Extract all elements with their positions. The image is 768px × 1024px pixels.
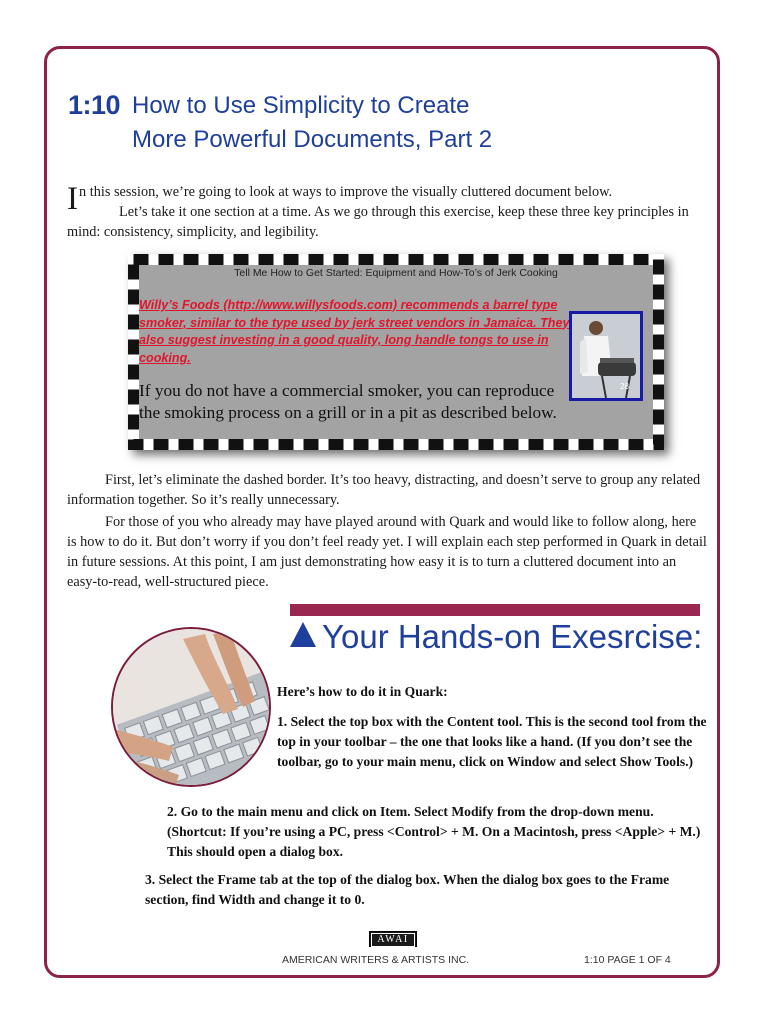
step-3: 3. Select the Frame tab at the top of the dialog box. When the dialog box goes to the Frame section, find Width and change it to 0. [145,872,670,907]
title-line-1: How to Use Simplicity to Create [132,92,470,119]
footer-company: AMERICAN WRITERS & ARTISTS INC. [282,954,470,966]
keyboard-hands-illustration [113,629,271,787]
body-text [67,470,707,594]
body-paragraph-1: First, let’s eliminate the dashed border. It’s too heavy, distracting, and doesn’t serve to group any related information together. So it’s really unnecessary. [67,472,701,508]
sample-black-text: If you do not have a commercial smoker, you can reproduce the smoking process on a grill or in a pit as described below. [139,381,557,422]
intro-paragraph-1: n this session, we’re going to look at ways to improve the visually cluttered document below. [79,184,613,200]
footer-page-number: 1:10 PAGE 1 OF 4 [584,954,671,966]
sample-red-text: Willy’s Foods (http://www.willysfoods.com) recommends a barrel type smoker, similar to the type used by jerk street vendors in Jamaica. They also suggest investing in a good quality, long handle tongs to use in cooking. [139,298,570,365]
title-line-2: More Powerful Documents, Part 2 [132,126,493,153]
sample-content-area [139,265,653,439]
exercise-heading-text: Your Hands-on Exesrcise: [322,618,703,655]
section-divider-bar [290,604,700,616]
sample-header: Tell Me How to Get Started: Equipment and How-To’s of Jerk Cooking [234,267,558,279]
intro-paragraph-2: Let’s take it one section at a time. As we go through this exercise, keep these three key principles in mind: consistency, simplicity, and legibility. [67,204,689,240]
body-paragraph-2: For those of you who already may have played around with Quark and would like to follow along, here is how to do it. But don’t worry if you don’t feel ready yet. I will explain each step performed in Quark in detail in future sessions. At this point, I am just demonstrating how easy it is to turn a cluttered document into an easy-to-read, well-structured piece. [67,514,707,590]
session-number: 1:10 [68,90,121,120]
grill-illustration [572,314,640,398]
intro-text [67,182,707,242]
photo-label: 28 [620,382,629,391]
awai-logo: AWAI [369,931,417,947]
grill-photo [569,311,643,401]
exercise-intro: Here’s how to do it in Quark: [277,684,448,699]
typing-hands-photo [111,627,271,787]
step-2: 2. Go to the main menu and click on Item. Select Modify from the drop-down menu. (Shortcut: If you’re using a PC, press <Control> + M. On a Macintosh, press <Apple> + M.) This should open a dialog box. [167,804,701,859]
step-1: 1. Select the top box with the Content tool. This is the second tool from the top in your toolbar – the one that looks like a hand. (If you don’t see the toolbar, go to your main menu, click on Window and select Show Tools.) [277,714,707,769]
exercise-heading [290,618,702,656]
cluttered-sample-document [128,254,664,450]
triangle-icon [290,622,316,647]
drop-cap: I [67,181,78,217]
